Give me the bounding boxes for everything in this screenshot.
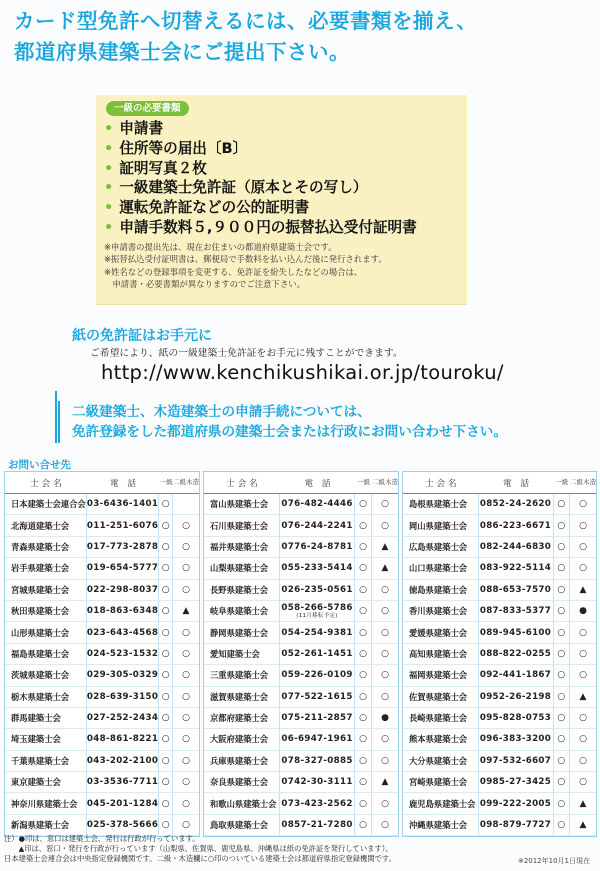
table-header-row: [403, 472, 596, 494]
ikkyu-mark: ○: [554, 687, 570, 708]
table-row: [403, 751, 596, 772]
association-name: 岡山県建築士会: [403, 515, 479, 536]
phone-number: 019-654-5777: [87, 558, 160, 579]
nikyu-mark: ○: [372, 622, 398, 643]
association-name: 京都府建築士会: [204, 708, 280, 729]
phone-number: 026-235-0561: [280, 580, 355, 601]
header-nikyu: 二級木造: [372, 472, 398, 494]
phone-number: 011-251-6076: [87, 515, 160, 536]
ikkyu-mark: ○: [355, 644, 372, 665]
table-row: [403, 644, 596, 665]
nikyu-mark: ▲: [570, 815, 596, 836]
ikkyu-mark: ○: [554, 793, 570, 814]
nikyu-mark: ●: [372, 708, 398, 729]
ikkyu-mark: ○: [159, 815, 173, 836]
association-name: 茨城県建築士会: [5, 665, 87, 686]
phone-number: 077-522-1615: [280, 687, 355, 708]
ikkyu-mark: ○: [159, 793, 173, 814]
list-item: • 申請手数料５,９００円の振替払込受付証明書: [104, 218, 417, 236]
ikkyu-mark: ○: [159, 751, 173, 772]
association-name: 山口県建築士会: [403, 558, 479, 579]
phone-number: 0742-30-3111: [280, 772, 355, 793]
phone-number: 098-879-7727: [479, 815, 554, 836]
nikyu-mark: ○: [570, 729, 596, 750]
association-name: 東京建築士会: [5, 772, 87, 793]
table-row: [5, 708, 199, 729]
phone-number: 097-532-6607: [479, 751, 554, 772]
table-row: [5, 558, 199, 579]
ikkyu-mark: ○: [159, 580, 173, 601]
footer-line: ▲印は、窓口・発行を行政が行っています（山梨県、佐賀県、鹿児島県、沖縄県は紙の免許証を発行しています）。: [4, 844, 393, 854]
table-row: [403, 601, 596, 622]
association-name: 愛知建築士会: [204, 644, 280, 665]
table-row: [204, 515, 398, 536]
association-name: 山梨県建築士会: [204, 558, 280, 579]
phone-number: 092-441-1867: [479, 665, 554, 686]
table-row: [5, 515, 199, 536]
nikyu-mark: ○: [372, 751, 398, 772]
phone-number: 06-6947-1961: [280, 729, 355, 750]
bullet-icon: •: [104, 218, 114, 236]
note-line: ※申請書の提出先は、現在お住まいの都道府県建築士会です。: [104, 242, 337, 252]
accent-bar: [55, 391, 57, 443]
nikyu-mark: ○: [173, 772, 199, 793]
association-name: 福島県建築士会: [5, 644, 87, 665]
association-name: 埼玉建築士会: [5, 729, 87, 750]
phone-number: 078-327-0885: [280, 751, 355, 772]
table-row: [204, 622, 398, 643]
required-documents-box: [96, 95, 467, 305]
nikyu-mark: ○: [372, 580, 398, 601]
nikyu-mark: ○: [173, 708, 199, 729]
phone-number: 018-863-6348: [87, 601, 160, 622]
table-row: [403, 558, 596, 579]
phone-number: 086-223-6671: [479, 515, 554, 536]
list-item: • 証明写真２枚: [104, 159, 207, 177]
ikkyu-mark: ○: [355, 815, 372, 836]
association-name: 青森県建築士会: [5, 537, 87, 558]
nikyu-mark: ○: [173, 580, 199, 601]
association-name: 和歌山県建築士会: [204, 793, 280, 814]
table-row: [5, 537, 199, 558]
ikkyu-mark: ○: [554, 558, 570, 579]
bullet-icon: •: [104, 120, 114, 137]
table-row: [403, 515, 596, 536]
nikyu-mark: ○: [570, 558, 596, 579]
note-line: ※振替払込受付証明書は、郵便局で手数料を払い込んだ後に発行されます。: [104, 254, 387, 265]
nikyu-mark: ○: [570, 772, 596, 793]
phone-number: 058-266-5786 (11月移転予定): [280, 601, 355, 622]
association-name: 秋田県建築士会: [5, 601, 87, 622]
nikyu-mark: ○: [570, 708, 596, 729]
ikkyu-mark: ○: [554, 644, 570, 665]
nikyu-mark: ○: [173, 687, 199, 708]
phone-number: 0985-27-3425: [479, 772, 554, 793]
footer-notes: [4, 834, 596, 865]
table-row: [204, 665, 398, 686]
header-tel: 電 話: [87, 472, 160, 494]
ikkyu-mark: ○: [355, 751, 372, 772]
ikkyu-mark: ○: [554, 708, 570, 729]
ikkyu-mark: ○: [159, 687, 173, 708]
second-class-notice-line1: 二級建築士、木造建築士の申請手続については、: [72, 404, 371, 420]
association-name: 日本建築士会連合会: [5, 494, 87, 515]
paper-license-text: ご希望により、紙の一級建築士免許証をお手元に残すことができます。: [90, 348, 403, 359]
ikkyu-mark: ○: [159, 558, 173, 579]
phone-number: 03-6436-1401: [87, 494, 160, 515]
nikyu-mark: ○: [372, 815, 398, 836]
table-header-row: [5, 472, 199, 494]
nikyu-mark: ○: [570, 751, 596, 772]
header-name: 士 会 名: [204, 472, 280, 494]
table-row: [204, 751, 398, 772]
nikyu-mark: ○: [173, 537, 199, 558]
nikyu-mark: ▲: [372, 772, 398, 793]
phone-number: 045-201-1284: [87, 793, 160, 814]
ikkyu-mark: ○: [554, 494, 570, 515]
required-documents-notes: [104, 241, 464, 290]
association-name: 北海道建築士会: [5, 515, 87, 536]
header-name: 士 会 名: [5, 472, 87, 494]
phone-number: 095-828-0753: [479, 708, 554, 729]
ikkyu-mark: ○: [159, 665, 173, 686]
header-nikyu: 二級木造: [570, 472, 596, 494]
phone-number: 043-202-2100: [87, 751, 160, 772]
table-row: [204, 708, 398, 729]
phone-number: 076-482-4446: [280, 494, 355, 515]
association-name: 宮崎県建築士会: [403, 772, 479, 793]
phone-number: 083-922-5114: [479, 558, 554, 579]
phone-number: 0852-24-2620: [479, 494, 554, 515]
table-row: [403, 793, 596, 814]
phone-number: 024-523-1532: [87, 644, 160, 665]
table-row: [204, 772, 398, 793]
nikyu-mark: ○: [570, 494, 596, 515]
accent-bar: [58, 401, 60, 443]
nikyu-mark: ○: [372, 494, 398, 515]
nikyu-mark: ○: [173, 665, 199, 686]
association-name: 高知県建築士会: [403, 644, 479, 665]
ikkyu-mark: ○: [554, 729, 570, 750]
phone-number: 028-639-3150: [87, 687, 160, 708]
table-row: [5, 687, 199, 708]
required-documents-list: [104, 119, 417, 238]
ikkyu-mark: ○: [355, 729, 372, 750]
ikkyu-mark: ○: [159, 515, 173, 536]
ikkyu-mark: ○: [355, 601, 372, 622]
nikyu-mark: ▲: [173, 601, 199, 622]
nikyu-mark: ○: [372, 601, 398, 622]
bullet-icon: •: [104, 179, 114, 197]
table-row: [204, 793, 398, 814]
required-documents-heading: 一級の必要書類: [106, 101, 189, 116]
registration-url-link[interactable]: http://www.kenchikushikai.or.jp/touroku/: [101, 361, 504, 384]
ikkyu-mark: ○: [355, 793, 372, 814]
table-row: [5, 751, 199, 772]
table-row: [403, 708, 596, 729]
nikyu-mark: ○: [173, 558, 199, 579]
phone-number: 059-226-0109: [280, 665, 355, 686]
page-title-line1: カード型免許へ切替えるには、必要書類を揃え、: [14, 9, 478, 33]
ikkyu-mark: ○: [159, 708, 173, 729]
phone-number: 03-3536-7711: [87, 772, 160, 793]
table-header-row: [204, 472, 398, 494]
ikkyu-mark: ○: [355, 537, 372, 558]
association-name: 島根県建築士会: [403, 494, 479, 515]
contact-table-3: [402, 471, 597, 837]
nikyu-mark: ○: [173, 622, 199, 643]
nikyu-mark: ○: [173, 729, 199, 750]
ikkyu-mark: ○: [554, 601, 570, 622]
phone-number: 075-211-2857: [280, 708, 355, 729]
phone-number: 048-861-8221: [87, 729, 160, 750]
footer-line: 注）●印は、窓口は建築士会、発行は行政が行っています。: [4, 834, 200, 843]
footer-line: 日本建築士会連合会は中央指定登録機関です。二級・木造欄に○印のついている建築士会は都道府県指定登録機関です。: [4, 854, 396, 864]
nikyu-mark: ○: [570, 537, 596, 558]
association-name: 鳥取県建築士会: [204, 815, 280, 836]
association-name: 香川県建築士会: [403, 601, 479, 622]
nikyu-mark: ▲: [372, 537, 398, 558]
paper-license-title: 紙の免許証はお手元に: [72, 328, 212, 344]
nikyu-mark: ○: [173, 815, 199, 836]
phone-number: 029-305-0329: [87, 665, 160, 686]
table-row: [403, 687, 596, 708]
association-name: 群馬建築士会: [5, 708, 87, 729]
note-line: ※姓名などの登録事項を変更する、免許証を紛失したなどの場合は、: [104, 266, 363, 277]
phone-number: 022-298-8037: [87, 580, 160, 601]
phone-number: 027-252-2434: [87, 708, 160, 729]
contact-table-2: [203, 471, 399, 837]
association-name: 大分県建築士会: [403, 751, 479, 772]
as-of-date: ※2012年10月1日現在: [517, 857, 590, 865]
nikyu-mark: ○: [173, 793, 199, 814]
nikyu-mark: ○: [372, 729, 398, 750]
list-item: • 申請書: [104, 120, 164, 137]
table-row: [403, 665, 596, 686]
ikkyu-mark: ○: [355, 665, 372, 686]
list-item: • 一級建築士免許証（原本とその写し）: [104, 179, 368, 197]
table-row: [204, 729, 398, 750]
phone-number: 088-653-7570: [479, 580, 554, 601]
ikkyu-mark: ○: [159, 729, 173, 750]
ikkyu-mark: ○: [554, 622, 570, 643]
contact-heading: お問い合せ先: [8, 459, 71, 471]
table-row: [204, 494, 398, 515]
table-row: [5, 580, 199, 601]
phone-number: 087-833-5377: [479, 601, 554, 622]
table-row: [204, 687, 398, 708]
association-name: 愛媛県建築士会: [403, 622, 479, 643]
nikyu-mark: [173, 494, 199, 515]
association-name: 沖縄県建築士会: [403, 815, 479, 836]
association-name: 千葉県建築士会: [5, 751, 87, 772]
association-name: 三重県建築士会: [204, 665, 280, 686]
association-name: 福岡県建築士会: [403, 665, 479, 686]
bullet-icon: •: [104, 159, 114, 177]
ikkyu-mark: ○: [554, 580, 570, 601]
table-row: [5, 772, 199, 793]
ikkyu-mark: ○: [355, 622, 372, 643]
phone-number: 017-773-2878: [87, 537, 160, 558]
association-name: 静岡県建築士会: [204, 622, 280, 643]
association-name: 新潟県建築士会: [5, 815, 87, 836]
phone-number: 099-222-2005: [479, 793, 554, 814]
table-row: [204, 580, 398, 601]
association-name: 佐賀県建築士会: [403, 687, 479, 708]
list-item: • 住所等の届出〔B〕: [104, 139, 248, 157]
nikyu-mark: ○: [372, 515, 398, 536]
second-class-notice: [72, 402, 507, 442]
phone-number: 088-822-0255: [479, 644, 554, 665]
table-row: [5, 644, 199, 665]
phone-number: 0776-24-8781: [280, 537, 355, 558]
page-title-line2: 都道府県建築士会にご提出下さい。: [14, 40, 350, 64]
nikyu-mark: ○: [372, 687, 398, 708]
header-tel: 電 話: [280, 472, 355, 494]
association-name: 富山県建築士会: [204, 494, 280, 515]
nikyu-mark: ▲: [570, 580, 596, 601]
list-item: • 運転免許証などの公的証明書: [104, 199, 310, 217]
table-row: [204, 601, 398, 622]
nikyu-mark: ○: [372, 793, 398, 814]
header-tel: 電 話: [479, 472, 554, 494]
ikkyu-mark: ○: [554, 515, 570, 536]
ikkyu-mark: ○: [554, 815, 570, 836]
association-name: 岩手県建築士会: [5, 558, 87, 579]
phone-number: 073-423-2562: [280, 793, 355, 814]
nikyu-mark: ●: [570, 601, 596, 622]
phone-number: 023-643-4568: [87, 622, 160, 643]
ikkyu-mark: ○: [554, 772, 570, 793]
second-class-notice-line2: 免許登録をした都道府県の建築士会または行政にお問い合わせ下さい。: [72, 424, 507, 440]
association-name: 栃木県建築士会: [5, 687, 87, 708]
association-name: 神奈川県建築士会: [5, 793, 87, 814]
ikkyu-mark: ○: [355, 515, 372, 536]
table-row: [403, 580, 596, 601]
note-line: 申請書・必要書類が異なりますのでご注意下さい。: [104, 278, 305, 289]
table-row: [403, 537, 596, 558]
association-name: 宮城県建築士会: [5, 580, 87, 601]
nikyu-mark: ▲: [570, 793, 596, 814]
nikyu-mark: ○: [173, 751, 199, 772]
table-row: [5, 622, 199, 643]
table-row: [5, 665, 199, 686]
ikkyu-mark: ○: [554, 665, 570, 686]
phone-number: 025-378-5666: [87, 815, 160, 836]
association-name: 滋賀県建築士会: [204, 687, 280, 708]
table-row: [204, 644, 398, 665]
ikkyu-mark: ○: [159, 622, 173, 643]
phone-number: 0952-26-2198: [479, 687, 554, 708]
ikkyu-mark: ○: [355, 580, 372, 601]
ikkyu-mark: ○: [159, 644, 173, 665]
phone-number: 089-945-6100: [479, 622, 554, 643]
table-row: [403, 729, 596, 750]
header-ikkyu: 一級: [159, 472, 173, 494]
table-row: [5, 729, 199, 750]
nikyu-mark: ▲: [570, 687, 596, 708]
nikyu-mark: ○: [372, 665, 398, 686]
phone-number: 082-244-6830: [479, 537, 554, 558]
table-row: [5, 601, 199, 622]
nikyu-mark: ○: [570, 622, 596, 643]
table-row: [403, 622, 596, 643]
header-ikkyu: 一級: [355, 472, 372, 494]
bullet-icon: •: [104, 139, 114, 157]
ikkyu-mark: ○: [355, 772, 372, 793]
table-row: [204, 558, 398, 579]
association-name: 熊本県建築士会: [403, 729, 479, 750]
phone-number: 076-244-2241: [280, 515, 355, 536]
table-row: [204, 537, 398, 558]
phone-number: 055-233-5414: [280, 558, 355, 579]
bullet-icon: •: [104, 199, 114, 217]
ikkyu-mark: ○: [159, 537, 173, 558]
table-row: [403, 772, 596, 793]
nikyu-mark: ○: [570, 644, 596, 665]
association-name: 福井県建築士会: [204, 537, 280, 558]
ikkyu-mark: ○: [355, 708, 372, 729]
ikkyu-mark: ○: [355, 558, 372, 579]
nikyu-mark: ○: [173, 644, 199, 665]
ikkyu-mark: ○: [554, 751, 570, 772]
association-name: 奈良県建築士会: [204, 772, 280, 793]
association-name: 岐阜県建築士会: [204, 601, 280, 622]
association-name: 長崎県建築士会: [403, 708, 479, 729]
phone-number: 052-261-1451: [280, 644, 355, 665]
association-name: 広島県建築士会: [403, 537, 479, 558]
nikyu-mark: ○: [372, 644, 398, 665]
association-name: 兵庫県建築士会: [204, 751, 280, 772]
ikkyu-mark: ○: [159, 772, 173, 793]
header-ikkyu: 一級: [554, 472, 570, 494]
ikkyu-mark: ○: [355, 687, 372, 708]
table-row: [5, 793, 199, 814]
contact-table-1: [4, 471, 200, 837]
phone-number: 096-383-3200: [479, 729, 554, 750]
phone-number: 0857-21-7280: [280, 815, 355, 836]
nikyu-mark: ○: [570, 665, 596, 686]
association-name: 長野県建築士会: [204, 580, 280, 601]
ikkyu-mark: ○: [159, 494, 173, 515]
association-name: 山形県建築士会: [5, 622, 87, 643]
ikkyu-mark: ○: [355, 494, 372, 515]
nikyu-mark: ▲: [372, 558, 398, 579]
table-row: [403, 494, 596, 515]
table-row: [5, 494, 199, 515]
header-name: 士 会 名: [403, 472, 479, 494]
phone-number: 054-254-9381: [280, 622, 355, 643]
nikyu-mark: ○: [570, 515, 596, 536]
association-name: 鹿児島県建築士会: [403, 793, 479, 814]
association-name: 大阪府建築士会: [204, 729, 280, 750]
nikyu-mark: ○: [173, 515, 199, 536]
header-nikyu: 二級木造: [173, 472, 199, 494]
page-title: [14, 6, 594, 68]
ikkyu-mark: ○: [159, 601, 173, 622]
ikkyu-mark: ○: [554, 537, 570, 558]
association-name: 石川県建築士会: [204, 515, 280, 536]
association-name: 徳島県建築士会: [403, 580, 479, 601]
